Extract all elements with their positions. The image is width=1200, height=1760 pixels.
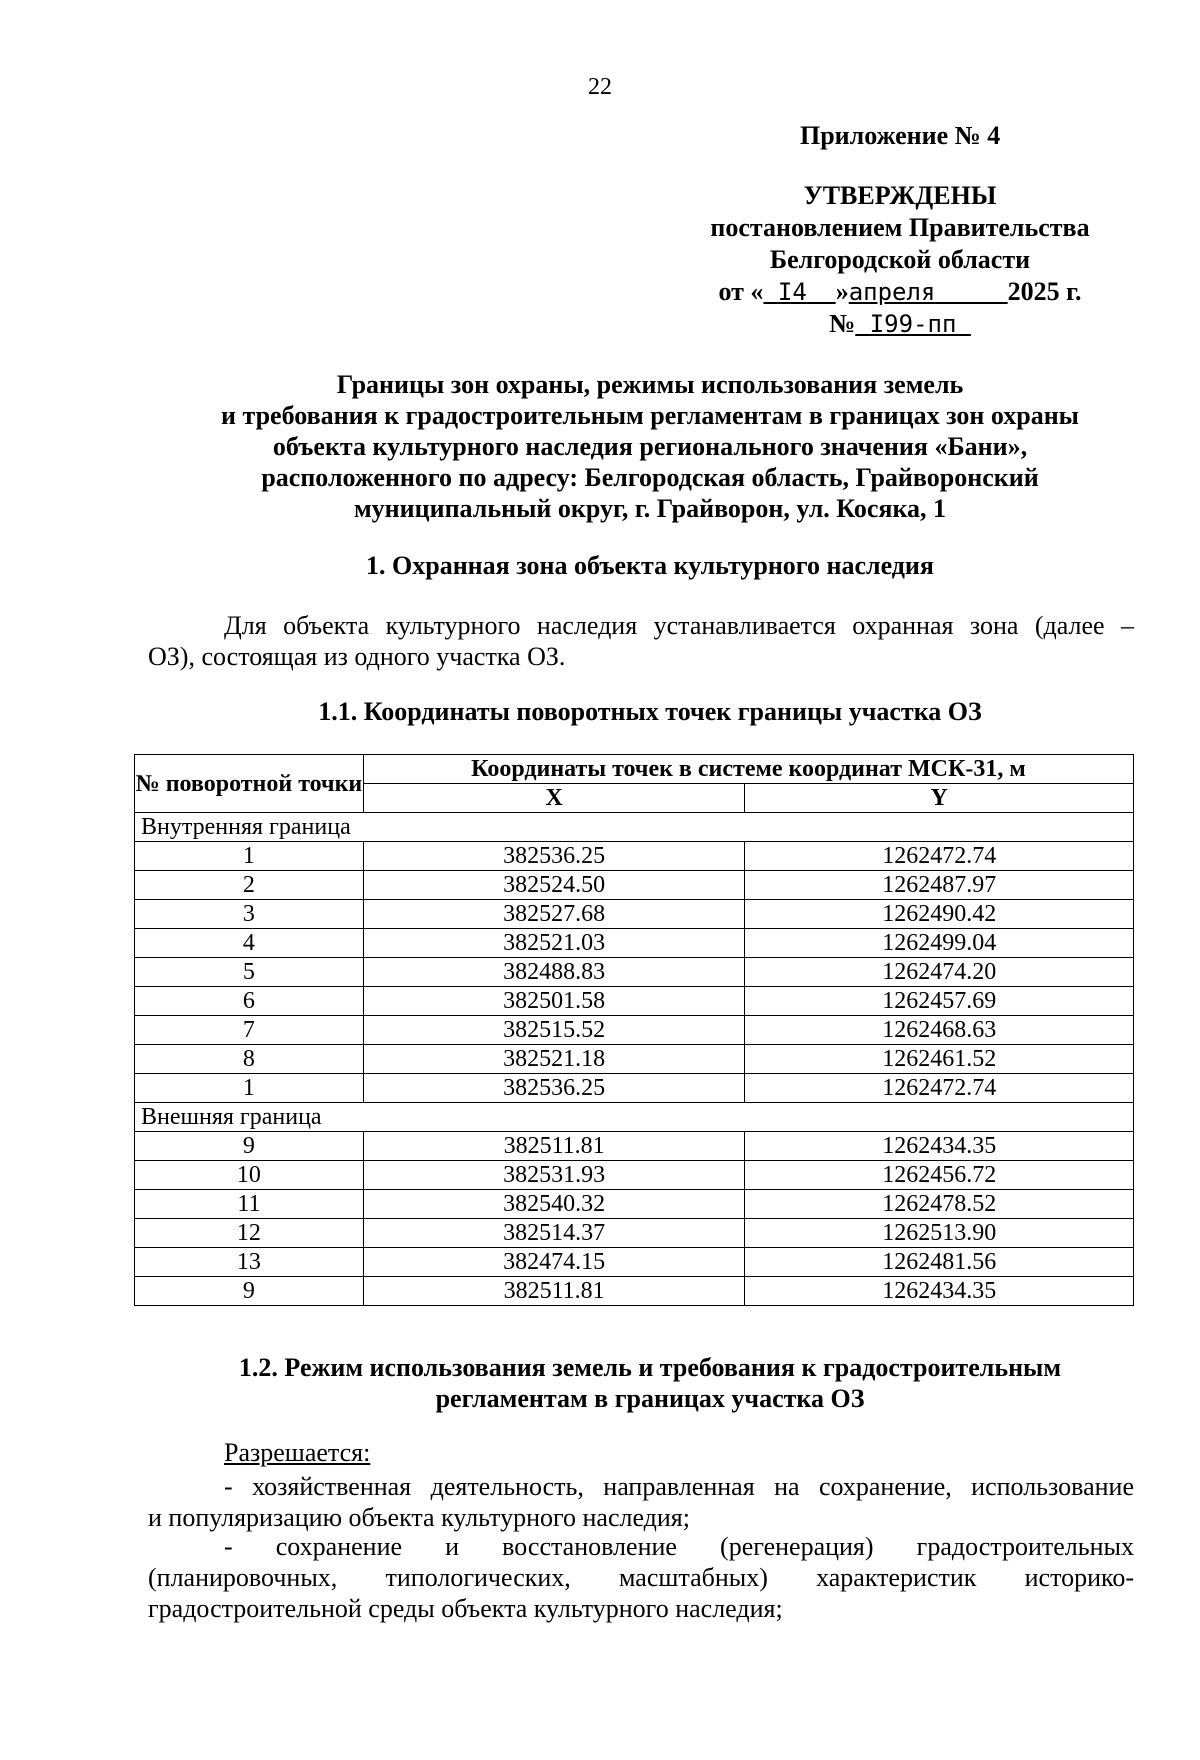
item-line: - сохранение и восстановление (регенерация) градостроительных	[224, 1532, 1134, 1561]
allowed-item	[148, 1531, 1134, 1624]
table-row	[135, 1074, 1134, 1103]
y-coordinate-cell: 1262434.35	[745, 1277, 1134, 1306]
point-number-cell: 12	[135, 1219, 364, 1248]
table-row	[135, 1277, 1134, 1306]
item-line: (планировочных, типологических, масштабных) характеристик историко-	[148, 1563, 1134, 1592]
date-day: I4	[777, 278, 807, 306]
item-line: - хозяйственная деятельность, направленная на сохранение, использование	[224, 1472, 1134, 1501]
section-1-2-heading	[150, 1352, 1150, 1414]
point-number-cell: 3	[135, 900, 364, 929]
header-y: Y	[745, 784, 1134, 813]
point-number-cell: 5	[135, 958, 364, 987]
group-label: Внутренняя граница	[135, 813, 1134, 842]
section-1-1-heading: 1.1. Координаты поворотных точек границы участка ОЗ	[318, 697, 982, 726]
y-coordinate-cell: 1262472.74	[745, 1074, 1134, 1103]
date-year: 2025 г.	[1007, 277, 1082, 306]
point-number-cell: 9	[135, 1132, 364, 1161]
table-row	[135, 900, 1134, 929]
heading-line: 1.2. Режим использования земель и требования к градостроительным	[238, 1353, 1062, 1382]
table-row	[135, 1016, 1134, 1045]
y-coordinate-cell: 1262472.74	[745, 842, 1134, 871]
approval-title: УТВЕРЖДЕНЫ	[803, 181, 997, 210]
x-coordinate-cell: 382527.68	[363, 900, 745, 929]
item-line: и популяризацию объекта культурного наследия;	[148, 1503, 690, 1532]
table-row	[135, 842, 1134, 871]
table-row	[135, 987, 1134, 1016]
point-number-cell: 10	[135, 1161, 364, 1190]
document-title	[150, 369, 1150, 524]
y-coordinate-cell: 1262468.63	[745, 1016, 1134, 1045]
y-coordinate-cell: 1262461.52	[745, 1045, 1134, 1074]
header-point-number: № поворотной точки	[135, 755, 364, 813]
table-row	[135, 1161, 1134, 1190]
point-number-cell: 1	[135, 842, 364, 871]
header-x: X	[363, 784, 745, 813]
table-row	[135, 1132, 1134, 1161]
point-number-cell: 2	[135, 871, 364, 900]
page-number: 22	[588, 74, 612, 100]
point-number-cell: 9	[135, 1277, 364, 1306]
x-coordinate-cell: 382521.03	[363, 929, 745, 958]
allowed-item	[148, 1471, 1134, 1533]
paragraph-line: ОЗ), состоящая из одного участка ОЗ.	[148, 642, 566, 671]
table-row	[135, 1190, 1134, 1219]
section-1-heading: 1. Охранная зона объекта культурного наследия	[366, 551, 934, 580]
x-coordinate-cell: 382524.50	[363, 871, 745, 900]
table-row	[135, 1219, 1134, 1248]
y-coordinate-cell: 1262481.56	[745, 1248, 1134, 1277]
y-coordinate-cell: 1262456.72	[745, 1161, 1134, 1190]
approval-line-1: постановлением Правительства	[710, 213, 1090, 242]
heading-line: регламентам в границах участка ОЗ	[435, 1384, 865, 1413]
title-line: муниципальный округ, г. Грайворон, ул. Косяка, 1	[353, 494, 947, 523]
y-coordinate-cell: 1262513.90	[745, 1219, 1134, 1248]
table-group-row	[135, 1103, 1134, 1132]
point-number-cell: 8	[135, 1045, 364, 1074]
header-coordinates: Координаты точек в системе координат МСК-31, м	[363, 755, 1133, 784]
point-number-cell: 13	[135, 1248, 364, 1277]
y-coordinate-cell: 1262474.20	[745, 958, 1134, 987]
title-line: объекта культурного наследия регионального значения «Бани»,	[272, 432, 1028, 461]
date-month: апреля	[848, 278, 936, 306]
table-row	[135, 1248, 1134, 1277]
date-mid: »	[835, 277, 849, 306]
x-coordinate-cell: 382474.15	[363, 1248, 745, 1277]
point-number-cell: 11	[135, 1190, 364, 1219]
x-coordinate-cell: 382531.93	[363, 1161, 745, 1190]
group-label: Внешняя граница	[135, 1103, 1134, 1132]
table-row	[135, 1045, 1134, 1074]
x-coordinate-cell: 382540.32	[363, 1190, 745, 1219]
title-line: Границы зон охраны, режимы использования земель	[336, 370, 964, 399]
x-coordinate-cell: 382514.37	[363, 1219, 745, 1248]
number-prefix: №	[829, 309, 856, 338]
point-number-cell: 1	[135, 1074, 364, 1103]
x-coordinate-cell: 382536.25	[363, 1074, 745, 1103]
x-coordinate-cell: 382521.18	[363, 1045, 745, 1074]
table-row	[135, 929, 1134, 958]
x-coordinate-cell: 382511.81	[363, 1132, 745, 1161]
number-value: I99-пп	[869, 310, 957, 338]
y-coordinate-cell: 1262478.52	[745, 1190, 1134, 1219]
title-line: расположенного по адресу: Белгородская область, Грайворонский	[261, 463, 1039, 492]
item-line: градостроительной среды объекта культурного наследия;	[148, 1594, 783, 1623]
x-coordinate-cell: 382488.83	[363, 958, 745, 987]
x-coordinate-cell: 382501.58	[363, 987, 745, 1016]
table-row	[135, 958, 1134, 987]
point-number-cell: 4	[135, 929, 364, 958]
section-1-paragraph	[148, 610, 1134, 672]
point-number-cell: 6	[135, 987, 364, 1016]
approval-stamp	[690, 180, 1110, 340]
x-coordinate-cell: 382511.81	[363, 1277, 745, 1306]
coordinates-table	[134, 754, 1134, 1306]
date-prefix: от «	[718, 277, 764, 306]
allowed-label: Разрешается:	[224, 1438, 371, 1467]
point-number-cell: 7	[135, 1016, 364, 1045]
x-coordinate-cell: 382536.25	[363, 842, 745, 871]
y-coordinate-cell: 1262434.35	[745, 1132, 1134, 1161]
table-row	[135, 871, 1134, 900]
approval-number	[690, 308, 1110, 340]
y-coordinate-cell: 1262490.42	[745, 900, 1134, 929]
paragraph-line: Для объекта культурного наследия устанавливается охранная зона (далее –	[224, 611, 1134, 640]
approval-date	[690, 276, 1110, 308]
annex-label: Приложение № 4	[800, 121, 1001, 150]
title-line: и требования к градостроительным регламентам в границах зон охраны	[221, 401, 1079, 430]
y-coordinate-cell: 1262487.97	[745, 871, 1134, 900]
approval-line-2: Белгородской области	[769, 245, 1031, 274]
y-coordinate-cell: 1262457.69	[745, 987, 1134, 1016]
table-group-row	[135, 813, 1134, 842]
x-coordinate-cell: 382515.52	[363, 1016, 745, 1045]
y-coordinate-cell: 1262499.04	[745, 929, 1134, 958]
